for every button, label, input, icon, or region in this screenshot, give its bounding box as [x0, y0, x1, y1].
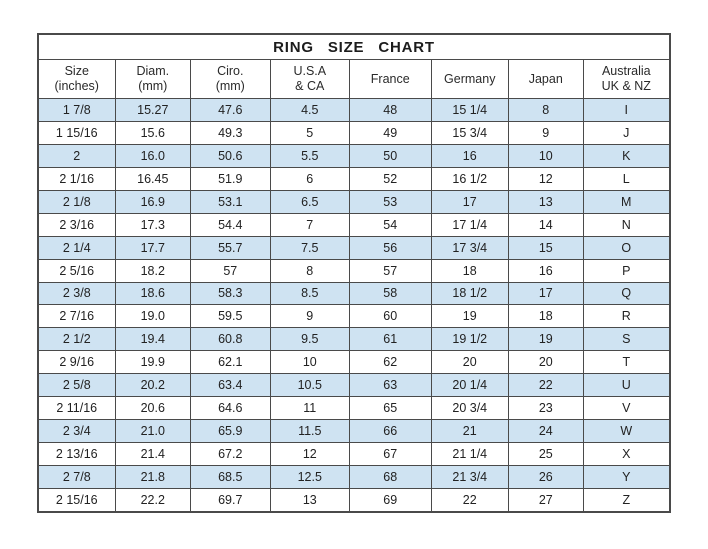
table-cell: 2 13/16: [39, 443, 116, 465]
header-label: (mm): [138, 79, 168, 93]
table-cell: 52: [350, 168, 431, 190]
table-cell: 21.8: [116, 466, 192, 488]
table-cell: 2 5/8: [39, 374, 116, 396]
table-cell: 21.0: [116, 420, 192, 442]
header-label: (mm): [215, 79, 245, 93]
table-cell: 20 1/4: [432, 374, 510, 396]
table-body: [39, 98, 669, 511]
table-cell: 18.2: [116, 260, 192, 282]
header-label: (inches): [54, 79, 99, 93]
table-cell: 65.9: [191, 420, 270, 442]
header-label: France: [370, 71, 410, 86]
table-cell: 19 1/2: [432, 328, 510, 350]
header-cell-usa-ca: [271, 60, 351, 98]
header-label: U.S.A: [293, 64, 327, 78]
table-cell: U: [621, 378, 631, 393]
table-cell: 67.2: [191, 443, 270, 465]
table-cell: 21: [432, 420, 510, 442]
table-cell: 2 7/8: [39, 466, 116, 488]
table-cell: 69: [350, 489, 431, 511]
table-cell: 2 1/8: [39, 191, 116, 213]
table-cell: S: [622, 332, 631, 347]
table-cell: 17: [509, 283, 584, 305]
table-cell: 19.0: [116, 305, 192, 327]
table-cell: 15 3/4: [432, 122, 510, 144]
table-cell: 22: [432, 489, 510, 511]
table-cell: 58.3: [191, 283, 270, 305]
table-cell: 54.4: [191, 214, 270, 236]
table-cell: 15 1/4: [432, 99, 510, 121]
table-cell: 20: [509, 351, 584, 373]
table-cell: 17 3/4: [432, 237, 510, 259]
table-cell: 17.3: [116, 214, 192, 236]
table-row: [39, 465, 669, 488]
table-cell: 13: [509, 191, 584, 213]
table-cell: K: [622, 148, 631, 163]
table-cell: 25: [509, 443, 584, 465]
table-cell: 2 15/16: [39, 489, 116, 511]
table-cell: Z: [622, 492, 631, 507]
header-label: Australia: [601, 64, 651, 78]
header-cell-ciro: [191, 60, 270, 98]
table-row: [39, 442, 669, 465]
table-cell: P: [622, 263, 631, 278]
table-cell: 10: [271, 351, 351, 373]
table-cell: 48: [350, 99, 431, 121]
header-label: Ciro.: [217, 64, 244, 78]
table-cell: 69.7: [191, 489, 270, 511]
table-cell: 15.6: [116, 122, 192, 144]
table-cell: 61: [350, 328, 431, 350]
header-cell-germany: [432, 60, 510, 98]
table-cell: 60.8: [191, 328, 270, 350]
table-cell: 2 5/16: [39, 260, 116, 282]
table-cell: 62.1: [191, 351, 270, 373]
table-cell: 20.6: [116, 397, 192, 419]
table-cell: 16.0: [116, 145, 192, 167]
table-cell: 5: [271, 122, 351, 144]
table-cell: 23: [509, 397, 584, 419]
table-cell: M: [621, 194, 632, 209]
table-cell: 9.5: [271, 328, 351, 350]
table-cell: 8: [271, 260, 351, 282]
table-cell: 21.4: [116, 443, 192, 465]
table-cell: 15.27: [116, 99, 192, 121]
header-label: Germany: [444, 71, 496, 86]
table-cell: 8.5: [271, 283, 351, 305]
table-cell: 65: [350, 397, 431, 419]
table-row: [39, 259, 669, 282]
table-row: [39, 419, 669, 442]
table-cell: 17 1/4: [432, 214, 510, 236]
table-cell: 47.6: [191, 99, 270, 121]
table-cell: 16.45: [116, 168, 192, 190]
table-cell: 2 1/4: [39, 237, 116, 259]
table-cell: 50: [350, 145, 431, 167]
table-cell: 12: [509, 168, 584, 190]
chart-title: RING SIZE CHART: [273, 38, 435, 56]
table-cell: 68.5: [191, 466, 270, 488]
table-row: [39, 373, 669, 396]
header-label: Diam.: [136, 64, 170, 78]
table-cell: 63: [350, 374, 431, 396]
table-cell: 15: [509, 237, 584, 259]
table-cell: 26: [509, 466, 584, 488]
table-cell: 63.4: [191, 374, 270, 396]
header-cell-diam: [116, 60, 192, 98]
table-cell: 21 1/4: [432, 443, 510, 465]
table-cell: 16: [509, 260, 584, 282]
table-cell: 49.3: [191, 122, 270, 144]
table-cell: 2 11/16: [39, 397, 116, 419]
table-cell: 20: [432, 351, 510, 373]
table-cell: 12.5: [271, 466, 351, 488]
table-cell: 13: [271, 489, 351, 511]
table-row: [39, 488, 669, 511]
table-cell: 58: [350, 283, 431, 305]
table-row: [39, 236, 669, 259]
table-cell: 4.5: [271, 99, 351, 121]
table-cell: 53.1: [191, 191, 270, 213]
table-cell: 2 1/2: [39, 328, 116, 350]
table-cell: 5.5: [271, 145, 351, 167]
table-cell: 18: [509, 305, 584, 327]
table-cell: 12: [271, 443, 351, 465]
table-cell: 2 7/16: [39, 305, 116, 327]
table-cell: 68: [350, 466, 431, 488]
table-cell: 14: [509, 214, 584, 236]
table-cell: X: [622, 447, 631, 462]
table-cell: O: [621, 240, 632, 255]
header-label: Size: [64, 64, 89, 78]
table-cell: 66: [350, 420, 431, 442]
table-cell: 60: [350, 305, 431, 327]
table-cell: 50.6: [191, 145, 270, 167]
table-cell: R: [621, 309, 631, 324]
table-cell: 11: [271, 397, 351, 419]
table-cell: 7.5: [271, 237, 351, 259]
table-cell: 22: [509, 374, 584, 396]
table-row: [39, 327, 669, 350]
table-cell: 64.6: [191, 397, 270, 419]
header-cell-size: [39, 60, 116, 98]
table-cell: 10: [509, 145, 584, 167]
table-row: [39, 304, 669, 327]
table-cell: 2 9/16: [39, 351, 116, 373]
table-cell: 22.2: [116, 489, 192, 511]
ring-size-chart-table: [37, 33, 671, 513]
table-row: [39, 213, 669, 236]
table-cell: 49: [350, 122, 431, 144]
table-cell: 57: [191, 260, 270, 282]
table-cell: 10.5: [271, 374, 351, 396]
table-cell: 2 3/8: [39, 283, 116, 305]
table-cell: 2: [39, 145, 116, 167]
table-cell: 16: [432, 145, 510, 167]
table-cell: Y: [622, 469, 631, 484]
table-row: [39, 282, 669, 305]
table-cell: 9: [509, 122, 584, 144]
table-cell: 2 3/4: [39, 420, 116, 442]
table-cell: 2 3/16: [39, 214, 116, 236]
table-cell: 9: [271, 305, 351, 327]
table-cell: T: [622, 355, 631, 370]
table-cell: V: [622, 401, 631, 416]
table-cell: 62: [350, 351, 431, 373]
table-cell: 17: [432, 191, 510, 213]
table-row: [39, 98, 669, 121]
table-header-row: [39, 59, 669, 98]
table-cell: 8: [509, 99, 584, 121]
header-label: Japan: [528, 71, 563, 86]
table-cell: I: [624, 102, 628, 117]
table-cell: 2 1/16: [39, 168, 116, 190]
table-cell: 20.2: [116, 374, 192, 396]
table-cell: 19.4: [116, 328, 192, 350]
table-cell: 11.5: [271, 420, 351, 442]
table-cell: 27: [509, 489, 584, 511]
table-cell: Q: [621, 286, 632, 301]
table-row: [39, 396, 669, 419]
table-row: [39, 350, 669, 373]
table-cell: J: [623, 125, 630, 140]
table-row: [39, 121, 669, 144]
table-row: [39, 190, 669, 213]
table-cell: 18: [432, 260, 510, 282]
header-cell-japan: [509, 60, 584, 98]
table-cell: 19: [509, 328, 584, 350]
header-cell-australia: [584, 60, 669, 98]
table-cell: 55.7: [191, 237, 270, 259]
header-label: UK & NZ: [601, 79, 651, 93]
table-cell: W: [620, 424, 633, 439]
table-cell: 19: [432, 305, 510, 327]
table-cell: 21 3/4: [432, 466, 510, 488]
header-cell-france: [350, 60, 431, 98]
table-cell: 53: [350, 191, 431, 213]
table-row: [39, 144, 669, 167]
table-cell: 56: [350, 237, 431, 259]
table-cell: N: [621, 217, 631, 232]
header-label: & CA: [295, 79, 325, 93]
table-row: [39, 167, 669, 190]
table-cell: 18 1/2: [432, 283, 510, 305]
table-cell: 7: [271, 214, 351, 236]
table-cell: 1 15/16: [39, 122, 116, 144]
table-cell: 6.5: [271, 191, 351, 213]
table-cell: L: [622, 171, 630, 186]
table-cell: 51.9: [191, 168, 270, 190]
table-cell: 17.7: [116, 237, 192, 259]
table-cell: 6: [271, 168, 351, 190]
table-cell: 20 3/4: [432, 397, 510, 419]
table-cell: 54: [350, 214, 431, 236]
table-cell: 59.5: [191, 305, 270, 327]
table-cell: 67: [350, 443, 431, 465]
table-cell: 16.9: [116, 191, 192, 213]
table-cell: 24: [509, 420, 584, 442]
table-cell: 19.9: [116, 351, 192, 373]
table-cell: 57: [350, 260, 431, 282]
table-cell: 18.6: [116, 283, 192, 305]
table-cell: 16 1/2: [432, 168, 510, 190]
table-cell: 1 7/8: [39, 99, 116, 121]
